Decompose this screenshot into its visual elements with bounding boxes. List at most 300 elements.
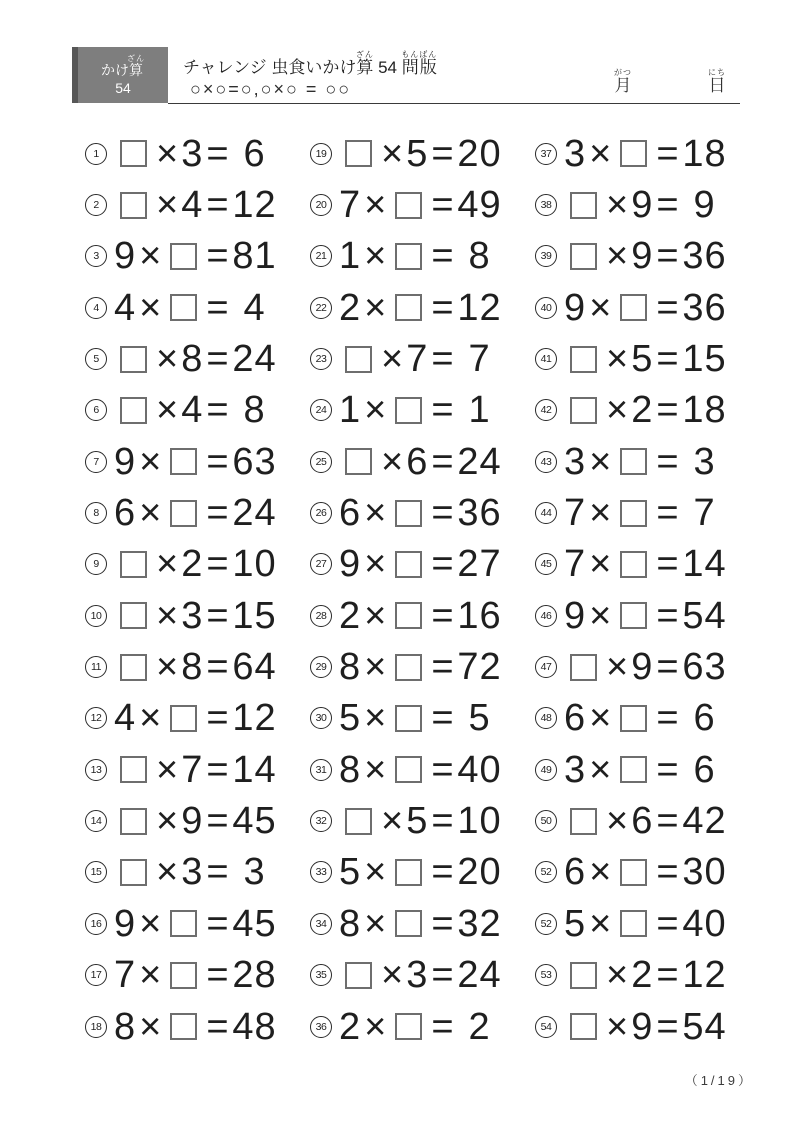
answer-box [570, 962, 597, 989]
answer-box [170, 448, 197, 475]
operand-value: 9 [631, 184, 654, 227]
answer-box [345, 448, 372, 475]
problem-row [310, 487, 535, 538]
equals-sign: = [656, 543, 679, 586]
operand-value: 4 [114, 286, 137, 329]
equals-sign: = [656, 902, 679, 945]
result-value: 27 [457, 543, 502, 586]
page-number: （1/19） [684, 1073, 754, 1088]
problem-row [85, 333, 310, 384]
equals-sign: = [431, 954, 454, 997]
problem-expression [339, 286, 503, 329]
result-value: 45 [232, 800, 277, 843]
problem-number: 41 [535, 348, 557, 370]
answer-box [170, 910, 197, 937]
times-sign: × [606, 646, 629, 689]
problem-number: 52 [535, 913, 557, 935]
times-sign: × [589, 132, 612, 175]
problem-expression [339, 235, 503, 278]
equals-sign: = [656, 235, 679, 278]
problems-column-3 [535, 128, 754, 1052]
equals-sign: = [431, 492, 454, 535]
problem-row [85, 693, 310, 744]
answer-box [620, 140, 647, 167]
problem-number: 54 [535, 1016, 557, 1038]
equals-sign: = [431, 800, 454, 843]
answer-box [395, 500, 422, 527]
equals-sign: = [656, 748, 679, 791]
result-value: 64 [232, 646, 277, 689]
result-value: 8 [468, 235, 491, 278]
operand-value: 9 [114, 902, 137, 945]
times-sign: × [139, 1005, 162, 1048]
answer-box [570, 654, 597, 681]
month-furigana: がつ [614, 68, 632, 77]
problem-expression [564, 748, 728, 791]
problem-row [535, 898, 754, 949]
equals-sign: = [206, 338, 229, 381]
day-kanji: 日 [708, 76, 726, 95]
problem-number: 52 [535, 861, 557, 883]
answer-box [345, 962, 372, 989]
answer-box [120, 808, 147, 835]
result-value: 10 [457, 800, 502, 843]
answer-box [570, 192, 597, 219]
result-value: 24 [232, 492, 277, 535]
times-sign: × [156, 748, 179, 791]
equals-sign: = [656, 851, 679, 894]
times-sign: × [364, 286, 387, 329]
problem-expression [114, 492, 278, 535]
problem-row [535, 847, 754, 898]
times-sign: × [606, 954, 629, 997]
result-value: 3 [243, 851, 266, 894]
problem-row [310, 436, 535, 487]
result-value: 45 [232, 902, 277, 945]
operand-value: 8 [181, 646, 204, 689]
equals-sign: = [656, 184, 679, 227]
problem-row [535, 487, 754, 538]
day-field [708, 68, 726, 96]
problem-number: 26 [310, 502, 332, 524]
problem-expression [114, 851, 278, 894]
problem-expression [114, 338, 278, 381]
problem-expression [564, 697, 728, 740]
problem-expression [564, 851, 728, 894]
day-furigana: にち [708, 68, 726, 77]
problem-number: 39 [535, 245, 557, 267]
answer-box [570, 1013, 597, 1040]
problem-row [535, 950, 754, 1001]
problem-row [535, 436, 754, 487]
result-value: 15 [232, 594, 277, 637]
result-value: 20 [457, 132, 502, 175]
equals-sign: = [431, 338, 454, 381]
equals-sign: = [656, 800, 679, 843]
problem-number: 46 [535, 605, 557, 627]
problem-row [535, 179, 754, 230]
times-sign: × [606, 1005, 629, 1048]
equals-sign: = [431, 286, 454, 329]
problem-row [310, 539, 535, 590]
operand-value: 9 [631, 235, 654, 278]
problem-number: 42 [535, 399, 557, 421]
equals-sign: = [656, 697, 679, 740]
problem-row [310, 333, 535, 384]
times-sign: × [364, 697, 387, 740]
operand-value: 3 [406, 954, 429, 997]
title-kanji2-with-furigana [401, 50, 438, 77]
problem-expression [339, 440, 503, 483]
times-sign: × [381, 440, 404, 483]
problem-expression [114, 235, 278, 278]
result-value: 72 [457, 646, 502, 689]
equals-sign: = [206, 492, 229, 535]
problem-expression [339, 1005, 503, 1048]
times-sign: × [364, 748, 387, 791]
problem-row [310, 641, 535, 692]
equals-sign: = [206, 132, 229, 175]
equals-sign: = [656, 1005, 679, 1048]
equals-sign: = [431, 389, 454, 432]
operand-value: 9 [631, 1005, 654, 1048]
times-sign: × [364, 389, 387, 432]
result-value: 12 [682, 954, 727, 997]
problem-expression [339, 338, 503, 381]
category-badge-title [101, 54, 145, 78]
times-sign: × [364, 851, 387, 894]
equals-sign: = [431, 851, 454, 894]
operand-value: 6 [406, 440, 429, 483]
answer-box [120, 859, 147, 886]
times-sign: × [381, 954, 404, 997]
problem-number: 43 [535, 451, 557, 473]
problem-number: 12 [85, 707, 107, 729]
problem-number: 29 [310, 656, 332, 678]
problem-expression [564, 389, 728, 432]
times-sign: × [156, 184, 179, 227]
problem-expression [564, 440, 728, 483]
problem-row [85, 590, 310, 641]
equals-sign: = [206, 440, 229, 483]
result-value: 9 [693, 184, 716, 227]
times-sign: × [364, 543, 387, 586]
operand-value: 6 [339, 492, 362, 535]
equals-sign: = [206, 697, 229, 740]
times-sign: × [589, 697, 612, 740]
operand-value: 2 [631, 389, 654, 432]
answer-box [395, 551, 422, 578]
answer-box [170, 1013, 197, 1040]
operand-value: 2 [181, 543, 204, 586]
problem-number: 19 [310, 143, 332, 165]
operand-value: 5 [339, 851, 362, 894]
times-sign: × [156, 389, 179, 432]
times-sign: × [364, 902, 387, 945]
result-value: 4 [243, 286, 266, 329]
problem-number: 47 [535, 656, 557, 678]
problem-expression [339, 646, 503, 689]
equals-sign: = [431, 235, 454, 278]
answer-box [120, 551, 147, 578]
result-value: 81 [232, 235, 277, 278]
date-fields [600, 68, 740, 96]
problem-row [310, 693, 535, 744]
answer-box [395, 910, 422, 937]
problem-number: 17 [85, 964, 107, 986]
answer-box [395, 294, 422, 321]
problem-expression [114, 389, 278, 432]
times-sign: × [156, 594, 179, 637]
answer-box [170, 243, 197, 270]
equals-sign: = [206, 543, 229, 586]
problem-number: 2 [85, 194, 107, 216]
problem-number: 36 [310, 1016, 332, 1038]
badge-text-pre: かけ [101, 62, 129, 79]
equals-sign: = [206, 800, 229, 843]
equals-sign: = [431, 594, 454, 637]
operand-value: 5 [339, 697, 362, 740]
equals-sign: = [431, 132, 454, 175]
problem-expression [564, 954, 728, 997]
operand-value: 5 [406, 132, 429, 175]
times-sign: × [589, 440, 612, 483]
result-value: 8 [243, 389, 266, 432]
problem-expression [564, 132, 728, 175]
times-sign: × [364, 235, 387, 278]
problem-number: 49 [535, 759, 557, 781]
result-value: 36 [457, 492, 502, 535]
badge-kanji: 算 [127, 62, 145, 79]
result-value: 6 [243, 132, 266, 175]
problem-row [310, 898, 535, 949]
operand-value: 8 [339, 902, 362, 945]
times-sign: × [606, 800, 629, 843]
answer-box [395, 654, 422, 681]
answer-box [345, 808, 372, 835]
result-value: 32 [457, 902, 502, 945]
times-sign: × [589, 851, 612, 894]
result-value: 42 [682, 800, 727, 843]
answer-box [120, 602, 147, 629]
problem-row [85, 128, 310, 179]
problem-expression [339, 594, 503, 637]
problem-number: 31 [310, 759, 332, 781]
equals-sign: = [206, 594, 229, 637]
operand-value: 3 [564, 748, 587, 791]
result-value: 20 [457, 851, 502, 894]
times-sign: × [606, 389, 629, 432]
equals-sign: = [206, 851, 229, 894]
problem-expression [564, 594, 728, 637]
operand-value: 4 [114, 697, 137, 740]
result-value: 24 [457, 954, 502, 997]
answer-box [120, 756, 147, 783]
answer-box [395, 192, 422, 219]
problem-number: 10 [85, 605, 107, 627]
problem-row [85, 847, 310, 898]
result-value: 49 [457, 184, 502, 227]
problem-row [535, 590, 754, 641]
problem-number: 8 [85, 502, 107, 524]
result-value: 63 [232, 440, 277, 483]
problem-expression [339, 132, 503, 175]
operand-value: 1 [339, 235, 362, 278]
problem-expression [564, 543, 728, 586]
result-value: 15 [682, 338, 727, 381]
problem-expression [114, 1005, 278, 1048]
answer-box [120, 654, 147, 681]
problem-expression [564, 184, 728, 227]
result-value: 5 [468, 697, 491, 740]
operand-value: 9 [339, 543, 362, 586]
equals-sign: = [206, 902, 229, 945]
problem-number: 20 [310, 194, 332, 216]
result-value: 6 [693, 748, 716, 791]
problem-row [85, 436, 310, 487]
problem-expression [564, 338, 728, 381]
times-sign: × [589, 543, 612, 586]
equals-sign: = [656, 286, 679, 329]
problem-number: 9 [85, 553, 107, 575]
problem-row [310, 950, 535, 1001]
problem-number: 44 [535, 502, 557, 524]
problem-expression [339, 492, 503, 535]
times-sign: × [606, 184, 629, 227]
answer-box [620, 859, 647, 886]
problem-row [535, 641, 754, 692]
problem-expression [564, 235, 728, 278]
result-value: 16 [457, 594, 502, 637]
problem-row [310, 231, 535, 282]
problem-pattern-subtitle: ○×○=○,○×○ = ○○ [190, 79, 352, 99]
equals-sign: = [656, 132, 679, 175]
title-text-mid: 54 [373, 58, 402, 77]
problem-row [535, 744, 754, 795]
equals-sign: = [656, 646, 679, 689]
problem-expression [114, 440, 278, 483]
problem-row [535, 333, 754, 384]
problem-expression [339, 902, 503, 945]
times-sign: × [139, 235, 162, 278]
problem-row [85, 282, 310, 333]
result-value: 12 [232, 697, 277, 740]
equals-sign: = [656, 594, 679, 637]
badge-kanji-with-furigana [127, 54, 145, 79]
operand-value: 2 [631, 954, 654, 997]
times-sign: × [606, 235, 629, 278]
problem-row [310, 282, 535, 333]
operand-value: 4 [181, 389, 204, 432]
result-value: 40 [682, 902, 727, 945]
problem-number: 35 [310, 964, 332, 986]
problem-row [85, 641, 310, 692]
equals-sign: = [206, 389, 229, 432]
operand-value: 1 [339, 389, 362, 432]
month-kanji: 月 [614, 76, 632, 95]
times-sign: × [139, 954, 162, 997]
problem-number: 37 [535, 143, 557, 165]
problem-expression [114, 954, 278, 997]
problem-number: 25 [310, 451, 332, 473]
result-value: 18 [682, 389, 727, 432]
answer-box [620, 551, 647, 578]
answer-box [620, 448, 647, 475]
times-sign: × [364, 594, 387, 637]
operand-value: 3 [181, 594, 204, 637]
answer-box [570, 243, 597, 270]
times-sign: × [156, 646, 179, 689]
problem-number: 24 [310, 399, 332, 421]
equals-sign: = [206, 748, 229, 791]
problem-number: 21 [310, 245, 332, 267]
problem-expression [114, 646, 278, 689]
problem-expression [114, 132, 278, 175]
equals-sign: = [656, 440, 679, 483]
result-value: 40 [457, 748, 502, 791]
problem-expression [339, 543, 503, 586]
times-sign: × [139, 492, 162, 535]
operand-value: 9 [181, 800, 204, 843]
result-value: 24 [232, 338, 277, 381]
result-value: 1 [468, 389, 491, 432]
operand-value: 3 [181, 132, 204, 175]
problem-row [85, 795, 310, 846]
equals-sign: = [206, 1005, 229, 1048]
problem-expression [564, 902, 728, 945]
times-sign: × [156, 132, 179, 175]
times-sign: × [156, 543, 179, 586]
times-sign: × [364, 1005, 387, 1048]
answer-box [120, 397, 147, 424]
equals-sign: = [431, 184, 454, 227]
result-value: 12 [457, 286, 502, 329]
answer-box [620, 705, 647, 732]
times-sign: × [589, 594, 612, 637]
problem-expression [564, 646, 728, 689]
title-furigana1: ざん [355, 50, 374, 59]
problem-expression [339, 748, 503, 791]
operand-value: 7 [114, 954, 137, 997]
times-sign: × [606, 338, 629, 381]
problem-expression [339, 184, 503, 227]
result-value: 10 [232, 543, 277, 586]
result-value: 18 [682, 132, 727, 175]
title-kanji1: 算 [355, 58, 374, 77]
equals-sign: = [206, 184, 229, 227]
problem-row [535, 128, 754, 179]
equals-sign: = [431, 440, 454, 483]
operand-value: 9 [114, 440, 137, 483]
problem-number: 48 [535, 707, 557, 729]
result-value: 2 [468, 1005, 491, 1048]
problem-row [310, 179, 535, 230]
problem-number: 3 [85, 245, 107, 267]
problem-number: 33 [310, 861, 332, 883]
operand-value: 9 [564, 286, 587, 329]
category-badge-count: 54 [115, 80, 131, 96]
problems-column-1 [85, 128, 310, 1052]
problem-row [85, 231, 310, 282]
times-sign: × [364, 492, 387, 535]
operand-value: 7 [339, 184, 362, 227]
problem-number: 32 [310, 810, 332, 832]
problem-number: 6 [85, 399, 107, 421]
problem-number: 23 [310, 348, 332, 370]
result-value: 7 [468, 338, 491, 381]
result-value: 54 [682, 1005, 727, 1048]
result-value: 3 [693, 440, 716, 483]
